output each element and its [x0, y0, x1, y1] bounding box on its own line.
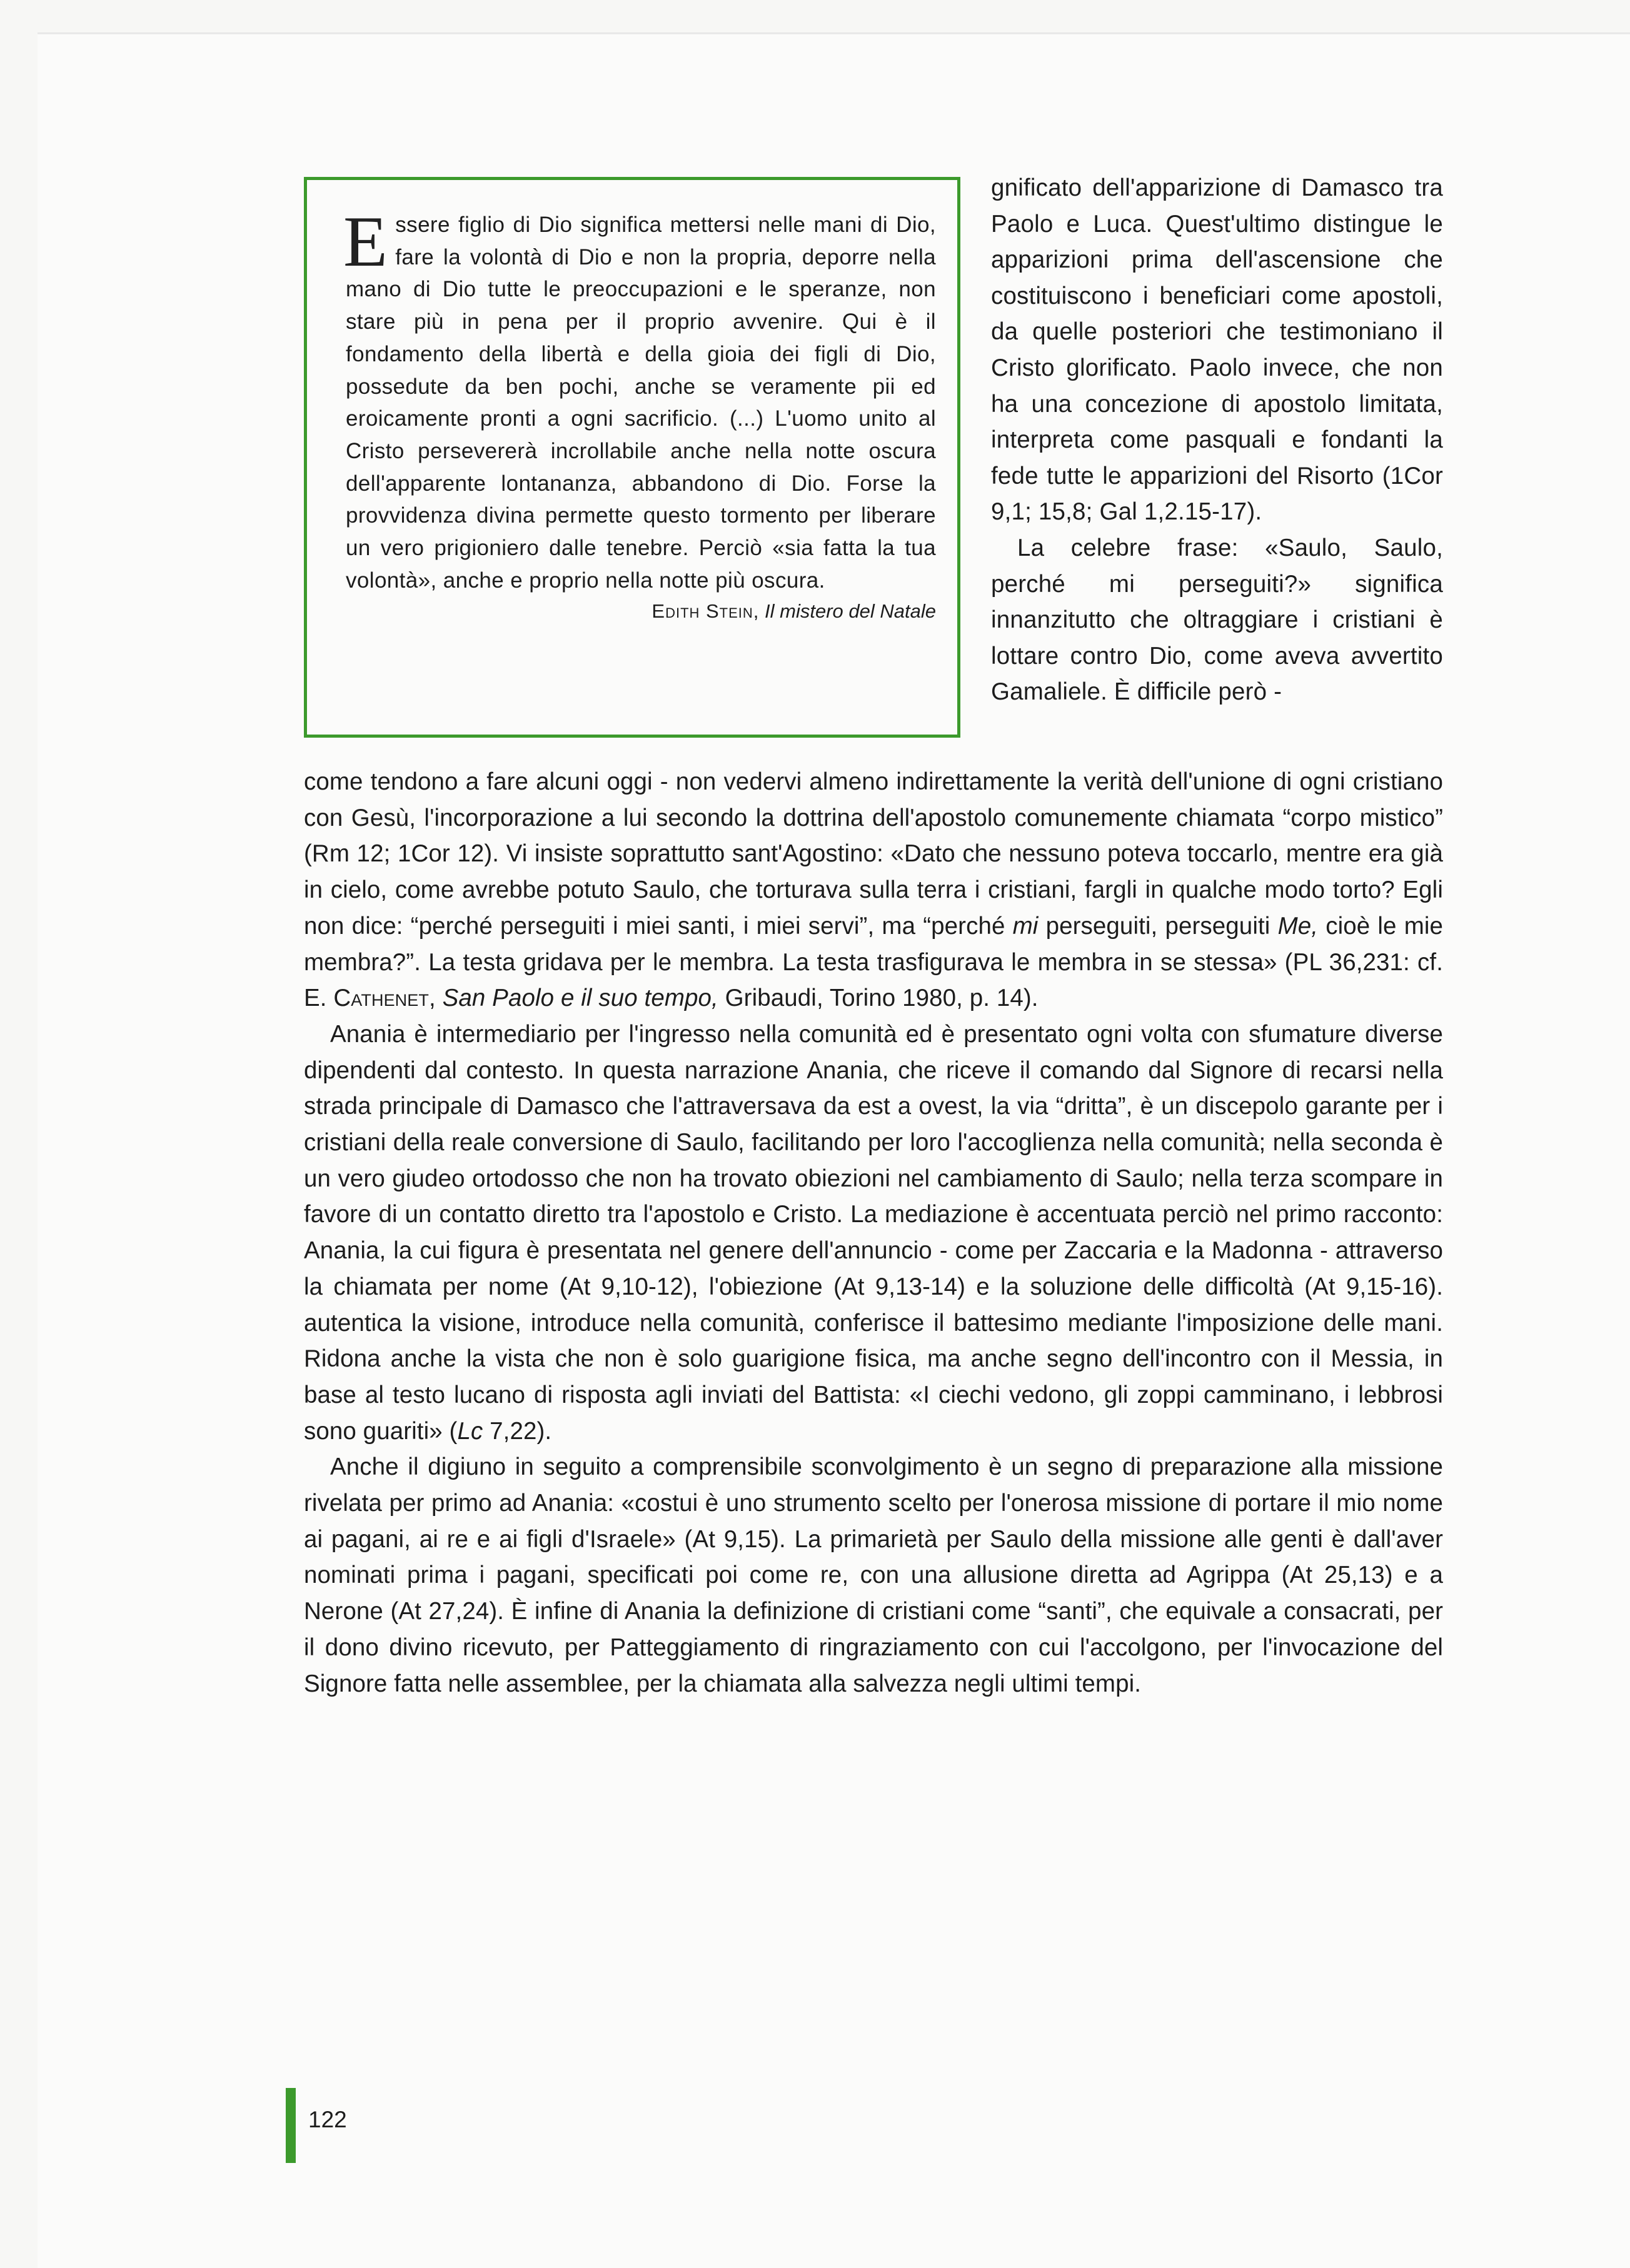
text-run: Gribaudi, Torino 1980, p. 14). [725, 985, 1039, 1012]
text-italic: mi [1012, 912, 1039, 940]
text-italic: Lc [457, 1417, 483, 1445]
citation-work: San Paolo e il suo tempo, [442, 985, 718, 1012]
text-run: come tendono a fare alcuni oggi - non vedervi almeno indirettamente la verità dell'unione di ogni cristiano con Gesù, l'incorporazione a lui secondo la dottrina dell'apostolo comunemente chiamata “corpo mistico” (Rm 12; 1Cor 12). Vi insiste soprattutto sant'Agostino: «Dato che nessuno poteva toccarlo, mentre era già in cielo, come avrebbe potuto Saulo, che torturava sulla terra i cristiani, fargli in qualche modo torto? Egli non dice: “perché perseguiti i miei santi, i miei servi”, ma “perché [304, 768, 1443, 940]
quote-body: ssere figlio di Dio significa mettersi nelle mani di Dio, fare la volontà di Dio e non la propria, deporre nella mano di Dio tutte le preoccupazioni e le speranze, non stare più in pena per il proprio avvenire. Qui è il fondamento della libertà e della gioia dei figli di Dio, possedute da ben pochi, anche se veramente pii ed eroicamente pronti a ogni sacrificio. (...) L'uomo unito al Cristo persevererà incrollabile anche nella notte oscura dell'apparente lontananza, abbandono di Dio. Forse la provvidenza divina permette questo tormento per liberare un vero prigioniero dalle tenebre. Perciò «sia fatta la tua volontà», anche e proprio nella notte più oscura. [346, 213, 936, 593]
citation-author: E. Cathenet, [304, 985, 436, 1012]
drop-cap: E [343, 202, 388, 282]
text-run: 7,22). [490, 1417, 552, 1445]
text-run: perseguiti, perseguiti [1045, 912, 1270, 940]
quote-attribution [346, 600, 936, 623]
text-run: cioè le mie membra?”. La testa gridava per le membra. La testa trasfigurava le membra in se stessa» (PL 36,231: cf. [304, 912, 1444, 976]
page-number: 122 [308, 2107, 347, 2132]
quote-author: Edith Stein, [651, 600, 760, 623]
main-paragraph-3: Anche il digiuno in seguito a comprensibile sconvolgimento è un segno di preparazione alla missione rivelata per primo ad Anania: «costui è uno strumento scelto per l'onerosa missione di portare il mio nome ai pagani, ai re e ai figli d'Israele» (At 9,15). La primarietà per Saulo della missione alle genti è dall'aver nominati prima i pagani, specificati poi come re, con una allusione diretta ad Agrippa (At 25,13) e a Nerone (At 27,24). È infine di Anania la definizione di cristiani come “santi”, che equivale a consacrati, per il dono divino ricevuto, per Patteggiamento di ringraziamento con cui l'accolgono, per l'invocazione del Signore fatta nelle assemblee, per la chiamata alla salvezza negli ultimi tempi. [304, 1453, 1443, 1697]
page-number-marker [286, 2088, 296, 2163]
text-italic: Me, [1277, 912, 1319, 940]
right-paragraph-1: gnificato dell'apparizione di Damasco tra Paolo e Luca. Quest'ultimo distingue le apparizioni prima dell'ascensione che costituiscono i beneficiari come apostoli, da quelle posteriori che testimoniano il Cristo glorificato. Paolo invece, che non ha una concezione di apostolo limitata, interpreta come pasquali e fondanti la fede tutte le apparizioni del Risorto (1Cor 9,1; 15,8; Gal 1,2.15-17). [991, 174, 1443, 526]
main-paragraph-2 [304, 1016, 1443, 1449]
main-text [304, 764, 1443, 1702]
quote-work: Il mistero del Natale [765, 600, 936, 623]
quote-box [304, 177, 960, 738]
right-paragraph-2: La celebre frase: «Saulo, Saulo, perché mi perseguiti?» significa innanzitutto che oltraggiare i cristiani è lottare contro Dio, come aveva avvertito Gamaliele. È difficile però - [991, 534, 1443, 706]
text-run: Anania è intermediario per l'ingresso nella comunità ed è presentato ogni volta con sfumature diverse dipendenti dal contesto. In questa narrazione Anania, che riceve il comando dal Signore di recarsi nella strada principale di Damasco che l'attraversava da est a ovest, la via “dritta”, è un discepolo garante per i cristiani della reale conversione di Saulo, facilitando per loro l'accoglienza nella comunità; nella seconda è un vero giudeo ortodosso che non ha trovato obiezioni nel cambiamento di Saulo; nella terza scompare in favore di un contatto diretto tra l'apostolo e Cristo. La mediazione è accentuata perciò nel primo racconto: Anania, la cui figura è presentata nel genere dell'annuncio - come per Zaccaria e la Madonna - attraverso la chiamata per nome (At 9,10-12), l'obiezione (At 9,13-14) e la soluzione delle difficoltà (At 9,15-16). autentica la visione, introduce nella comunità, conferisce il battesimo mediante l'imposizione delle mani. Ridona anche la vista che non è solo guarigione fisica, ma anche segno dell'incontro con il Messia, in base al testo lucano di risposta agli inviati del Battista: «I ciechi vedono, gli zoppi camminano, i lebbrosi sono guariti» ( [304, 1020, 1443, 1445]
main-paragraph-1 [304, 764, 1443, 1016]
quote-text [343, 202, 936, 596]
right-column [991, 170, 1443, 710]
